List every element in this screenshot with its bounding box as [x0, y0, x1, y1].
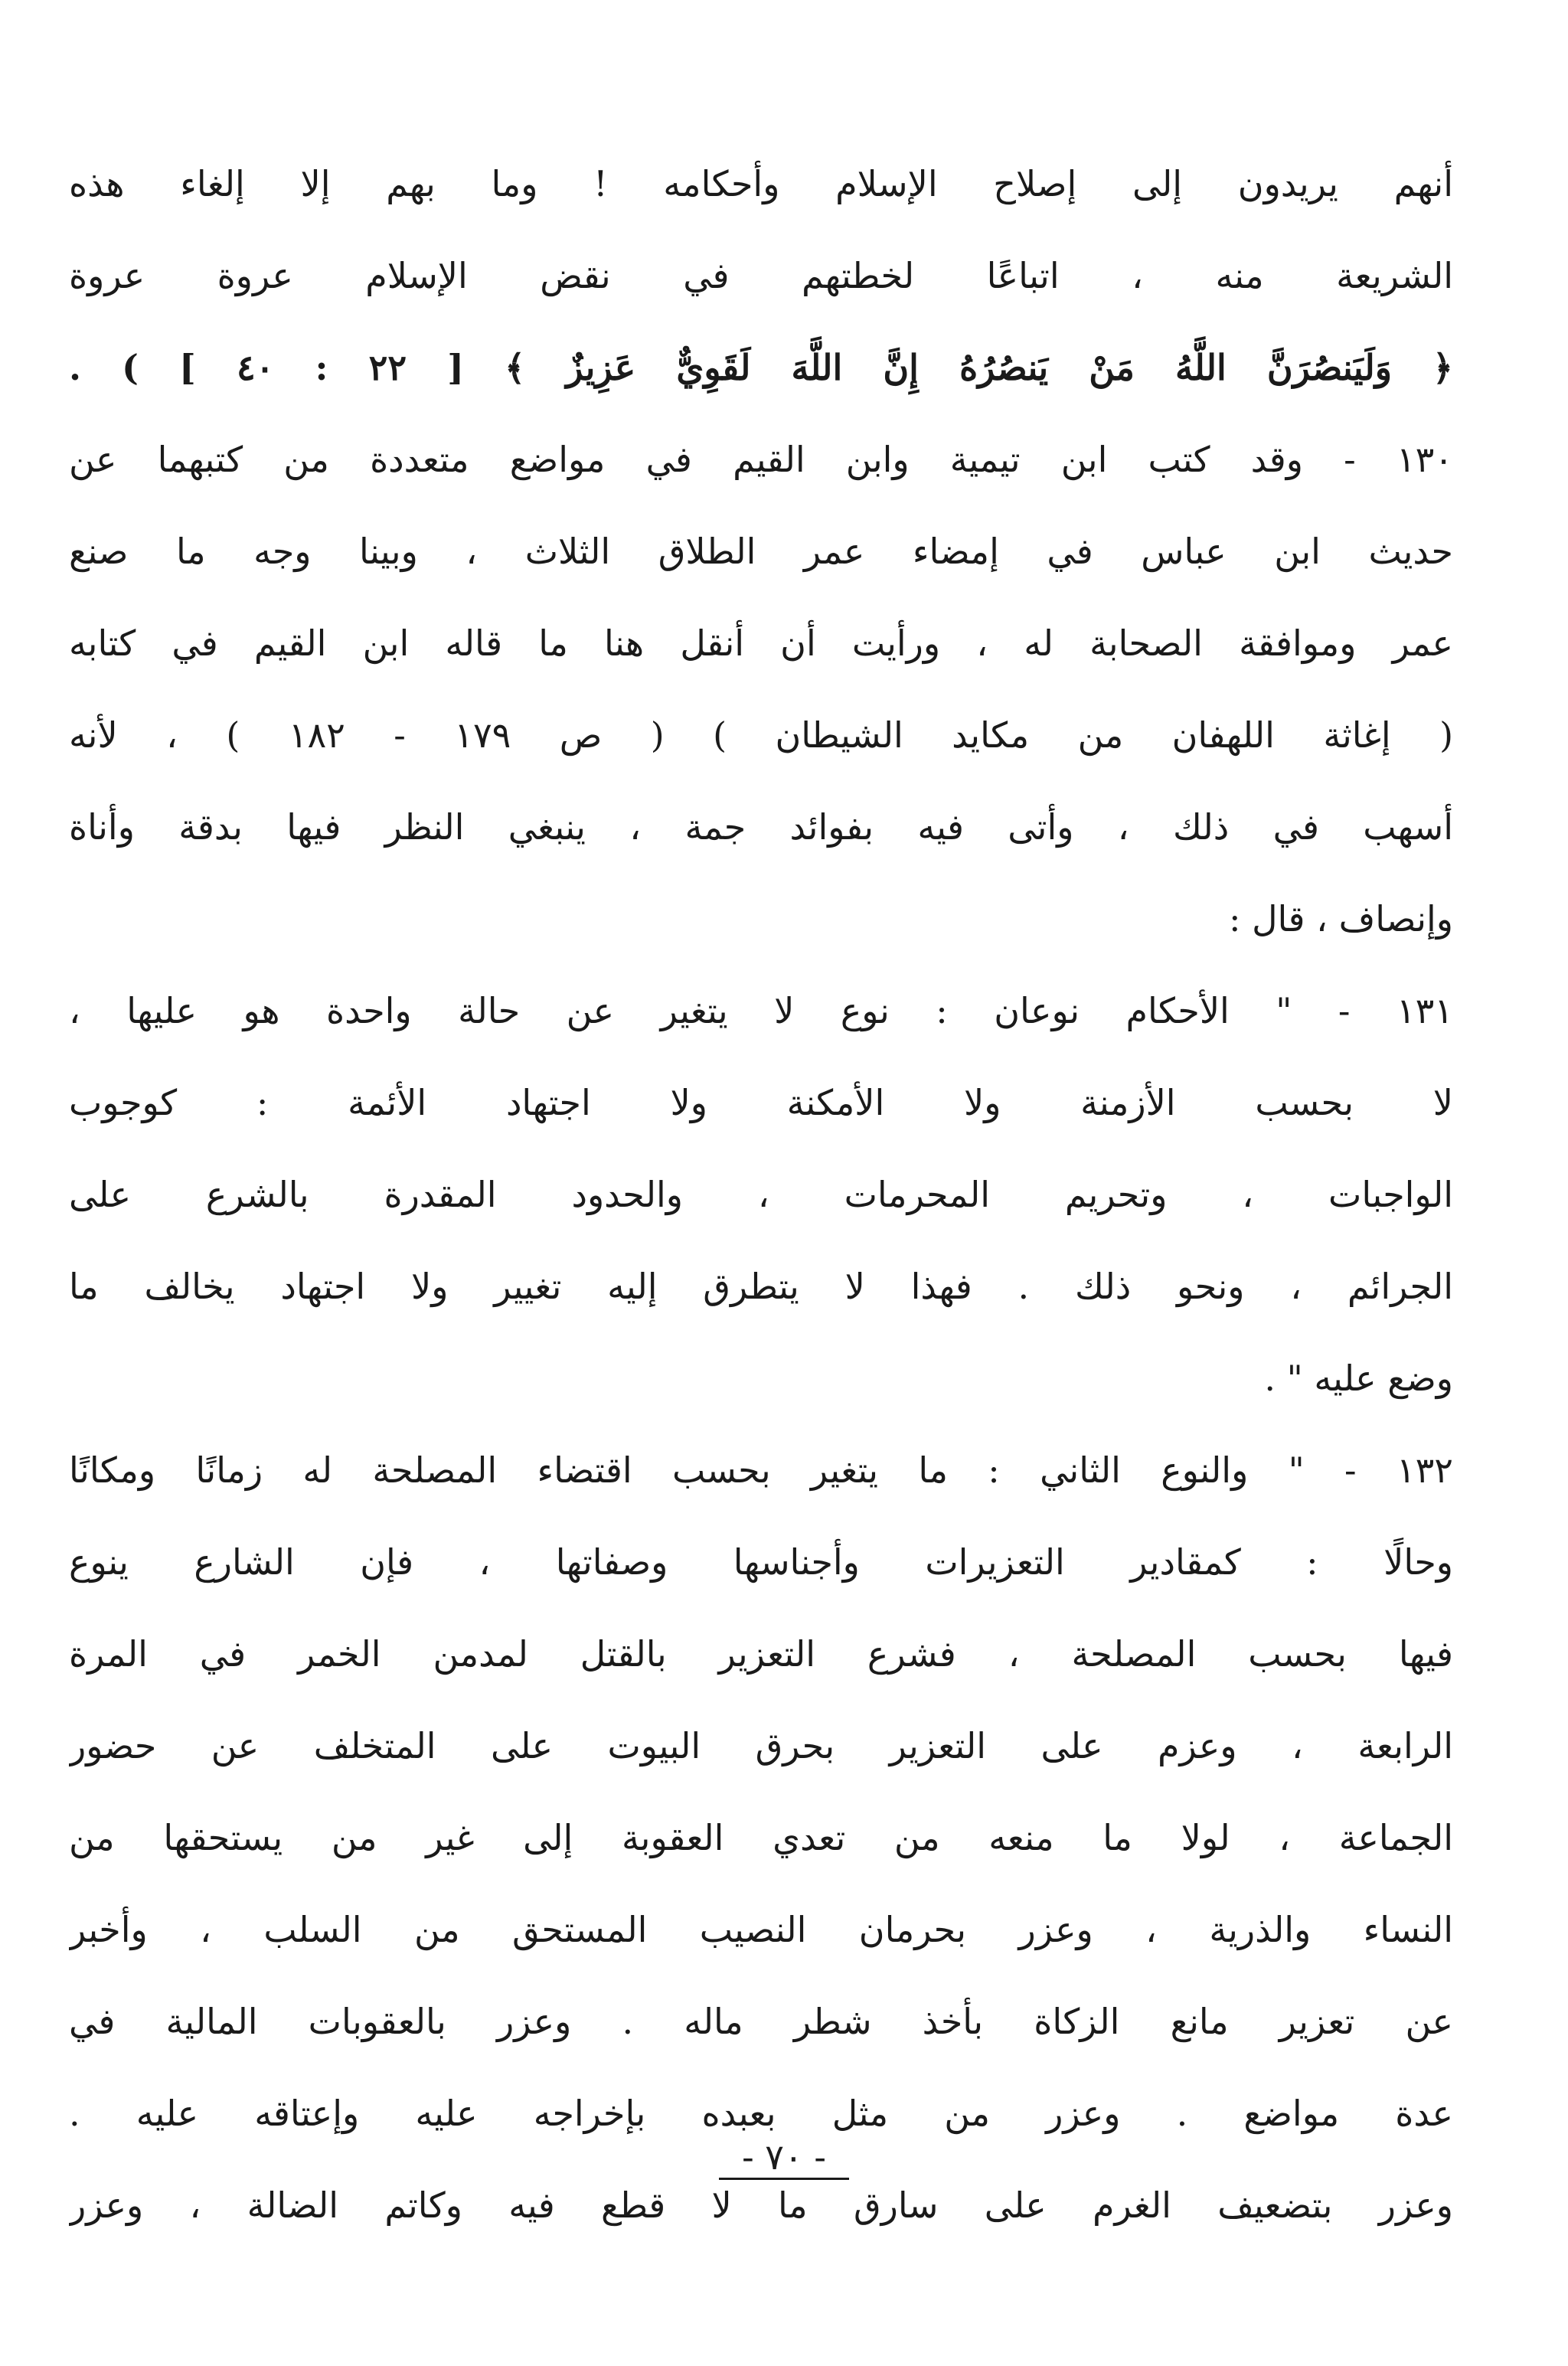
text-line: وإنصاف ، قال : — [1228, 898, 1453, 940]
text-line: ( إغاثة اللهفان من مكايد الشيطان ) ( ص ١٧٩ - ١٨٢ ) ، لأنه — [69, 714, 1453, 756]
text-line: عن تعزير مانع الزكاة بأخذ شطر ماله . وعزر بالعقوبات المالية في — [69, 2001, 1453, 2042]
text-line: الرابعة ، وعزم على التعزير بحرق البيوت على المتخلف عن حضور — [69, 1725, 1453, 1766]
text-line: عمر وموافقة الصحابة له ، ورأيت أن أنقل هنا ما قاله ابن القيم في كتابه — [69, 623, 1453, 664]
text-line: وضع عليه " . — [1264, 1358, 1453, 1399]
text-line: الواجبات ، وتحريم المحرمات ، والحدود المقدرة بالشرع على — [69, 1174, 1453, 1215]
text-line: الجرائم ، ونحو ذلك . فهذا لا يتطرق إليه تغيير ولا اجتهاد يخالف ما — [69, 1266, 1453, 1307]
text-line: وعزر بتضعيف الغرم على سارق ما لا قطع فيه وكاتم الضالة ، وعزر — [69, 2185, 1453, 2226]
text-line: أنهم يريدون إلى إصلاح الإسلام وأحكامه ! وما بهم إلا إلغاء هذه — [69, 163, 1453, 204]
paragraph-130-start: ١٣٠ - وقد كتب ابن تيمية وابن القيم في مواضع متعددة من كتبهما عن — [69, 439, 1453, 480]
paragraph-131-start: ١٣١ - " الأحكام نوعان : نوع لا يتغير عن حالة واحدة هو عليها ، — [69, 990, 1453, 1031]
text-line: فيها بحسب المصلحة ، فشرع التعزير بالقتل لمدمن الخمر في المرة — [69, 1633, 1453, 1675]
text-line: أسهب في ذلك ، وأتى فيه بفوائد جمة ، ينبغي النظر فيها بدقة وأناة — [69, 806, 1453, 848]
text-line: وحالًا : كمقادير التعزيرات وأجناسها وصفاتها ، فإن الشارع ينوع — [69, 1541, 1453, 1583]
text-line: عدة مواضع . وعزر من مثل بعبده بإخراجه عليه وإعتاقه عليه . — [69, 2093, 1453, 2134]
text-line: حديث ابن عباس في إمضاء عمر الطلاق الثلاث ، وبينا وجه ما صنع — [69, 531, 1453, 572]
text-line: النساء والذرية ، وعزر بحرمان النصيب المستحق من السلب ، وأخبر — [69, 1909, 1453, 1950]
text-body — [69, 138, 1453, 2251]
text-line: لا بحسب الأزمنة ولا الأمكنة ولا اجتهاد الأئمة : كوجوب — [69, 1082, 1453, 1123]
text-line: الشريعة منه ، اتباعًا لخطتهم في نقض الإسلام عروة عروة — [69, 255, 1453, 296]
page-number: - ٧٠ - — [0, 2136, 1568, 2178]
quran-verse: ﴿ وَلَيَنصُرَنَّ اللَّهُ مَنْ يَنصُرُهُ إِنَّ اللَّهَ لَقَوِيٌّ عَزِيزٌ ﴾ [ ٢٢ : ٤٠ ] ) . — [69, 347, 1453, 388]
text-line: الجماعة ، لولا ما منعه من تعدي العقوبة إلى غير من يستحقها من — [69, 1817, 1453, 1858]
paragraph-132-start: ١٣٢ - " والنوع الثاني : ما يتغير بحسب اقتضاء المصلحة له زمانًا ومكانًا — [69, 1449, 1453, 1491]
